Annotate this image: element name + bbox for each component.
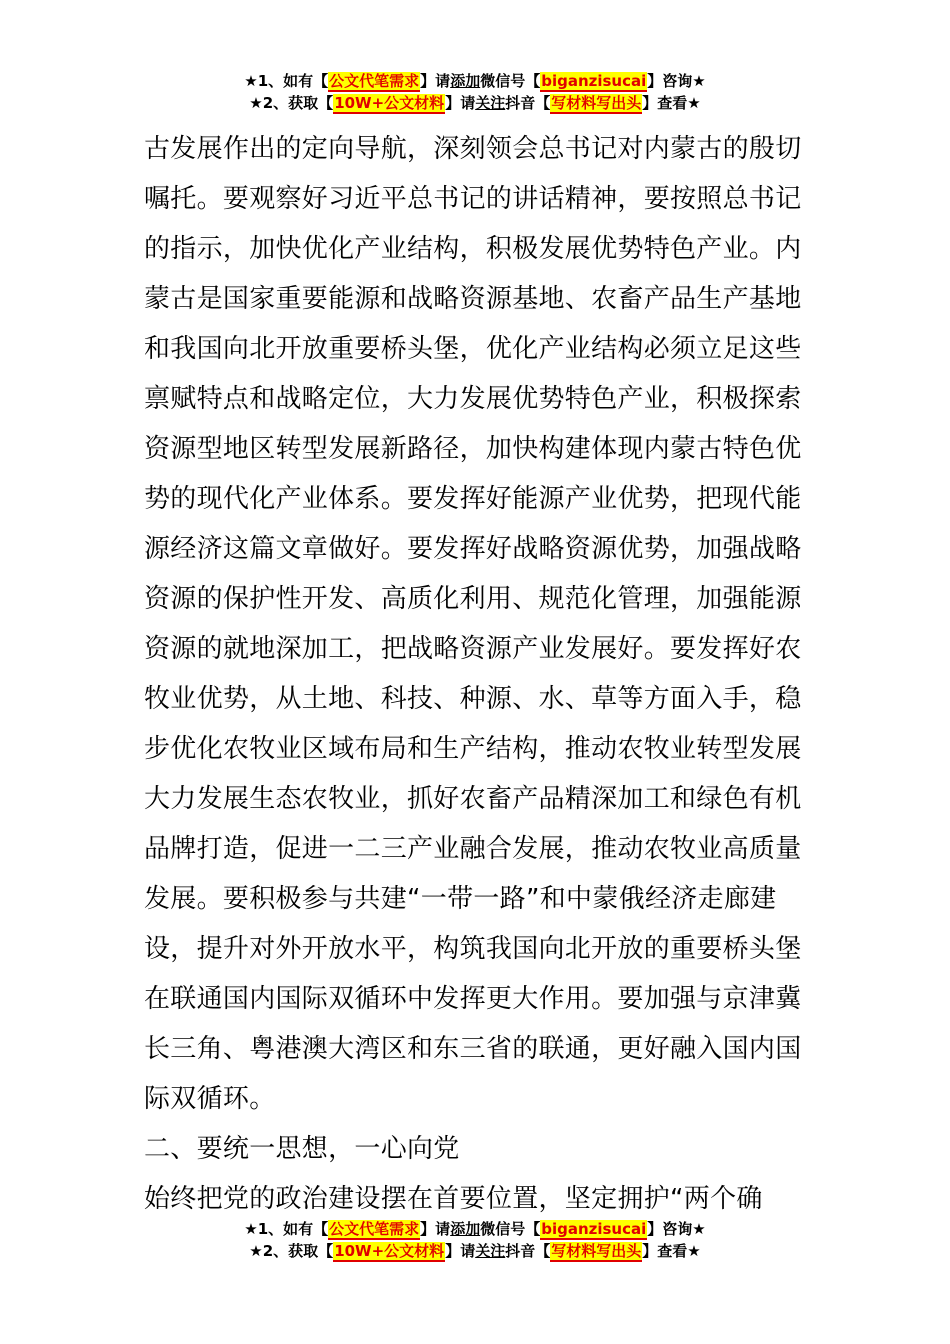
footer-line-2-text-d: 】查看★ [642,1242,701,1260]
body-line: 设，提升对外开放水平，构筑我国向北开放的重要桥头堡 [144,934,802,964]
section-heading: 二、要统一思想，一心向党 [144,1134,460,1164]
underline-follow: 关注 [475,94,506,112]
footer-line-2-text-c: 抖音【 [505,1242,551,1260]
underline-add: 添加 [450,1220,481,1238]
body-line: 步优化农牧业区域布局和生产结构，推动农牧业转型发展 [144,734,802,764]
body-line: 在联通国内国际双循环中发挥更大作用。要加强与京津冀 [144,984,802,1014]
star-icon: ★ [244,1220,258,1238]
underline-add: 添加 [450,72,481,90]
star-icon: ★ [244,72,258,90]
highlight-douyin-id: 写材料写出头 [551,94,642,112]
header-line-2-text-d: 】查看★ [642,94,701,112]
body-line: 嘱托。要观察好习近平总书记的讲话精神，要按照总书记 [144,184,802,214]
header-line-2-text-b: 】请 [445,94,476,112]
underline-follow: 关注 [475,1242,506,1260]
footer-line-1-text-a: 1、如有【 [257,1220,329,1238]
body-line: 资源的就地深加工，把战略资源产业发展好。要发挥好农 [144,634,802,664]
footer-line-2-text-a: 2、获取【 [262,1242,334,1260]
highlight-service: 公文代笔需求 [329,72,420,90]
footer-line-2-text-b: 】请 [445,1242,476,1260]
body-line: 大力发展生态农牧业，抓好农畜产品精深加工和绿色有机 [144,784,802,814]
header-line-2 [0,92,950,114]
body-line: 禀赋特点和战略定位，大力发展优势特色产业，积极探索 [144,384,802,414]
body-line: 品牌打造，促进一二三产业融合发展，推动农牧业高质量 [144,834,802,864]
star-icon: ★ [249,94,263,112]
body-line: 蒙古是国家重要能源和战略资源基地、农畜产品生产基地 [144,284,802,314]
highlight-materials: 10W+公文材料 [334,94,445,112]
document-body [144,124,808,1224]
header-line-1-text-a: 1、如有【 [257,72,329,90]
footer-line-1-text-c: 微信号【 [480,1220,541,1238]
body-line: 源经济这篇文章做好。要发挥好战略资源优势，加强战略 [144,534,802,564]
body-line: 古发展作出的定向导航，深刻领会总书记对内蒙古的殷切 [144,134,802,164]
body-line: 势的现代化产业体系。要发挥好能源产业优势，把现代能 [144,484,802,514]
body-line: 和我国向北开放重要桥头堡，优化产业结构必须立足这些 [144,334,802,364]
highlight-service: 公文代笔需求 [329,1220,420,1238]
header-banner [0,70,950,114]
highlight-materials: 10W+公文材料 [334,1242,445,1260]
body-line: 发展。要积极参与共建“一带一路”和中蒙俄经济走廊建 [144,884,777,914]
body-line: 资源型地区转型发展新路径，加快构建体现内蒙古特色优 [144,434,802,464]
body-line: 牧业优势，从土地、科技、种源、水、草等方面入手，稳 [144,684,802,714]
header-line-2-text-a: 2、获取【 [262,94,334,112]
body-line: 资源的保护性开发、高质化利用、规范化管理，加强能源 [144,584,802,614]
body-line: 始终把党的政治建设摆在首要位置，坚定拥护“两个确 [144,1184,763,1214]
footer-line-1 [0,1218,950,1240]
highlight-douyin-id: 写材料写出头 [551,1242,642,1260]
footer-banner [0,1218,950,1262]
star-icon: ★ [249,1242,263,1260]
body-line: 际双循环。 [144,1084,276,1114]
header-line-1 [0,70,950,92]
body-line: 长三角、粤港澳大湾区和东三省的联通，更好融入国内国 [144,1034,802,1064]
header-line-2-text-c: 抖音【 [505,94,551,112]
header-line-1-text-c: 微信号【 [480,72,541,90]
highlight-wechat-id: biganzisucai [541,1220,647,1238]
footer-line-1-text-b: 】请 [420,1220,451,1238]
header-line-1-text-b: 】请 [420,72,451,90]
footer-line-1-text-d: 】咨询★ [647,1220,706,1238]
footer-line-2 [0,1240,950,1262]
header-line-1-text-d: 】咨询★ [647,72,706,90]
body-line: 的指示，加快优化产业结构，积极发展优势特色产业。内 [144,234,802,264]
highlight-wechat-id: biganzisucai [541,72,647,90]
